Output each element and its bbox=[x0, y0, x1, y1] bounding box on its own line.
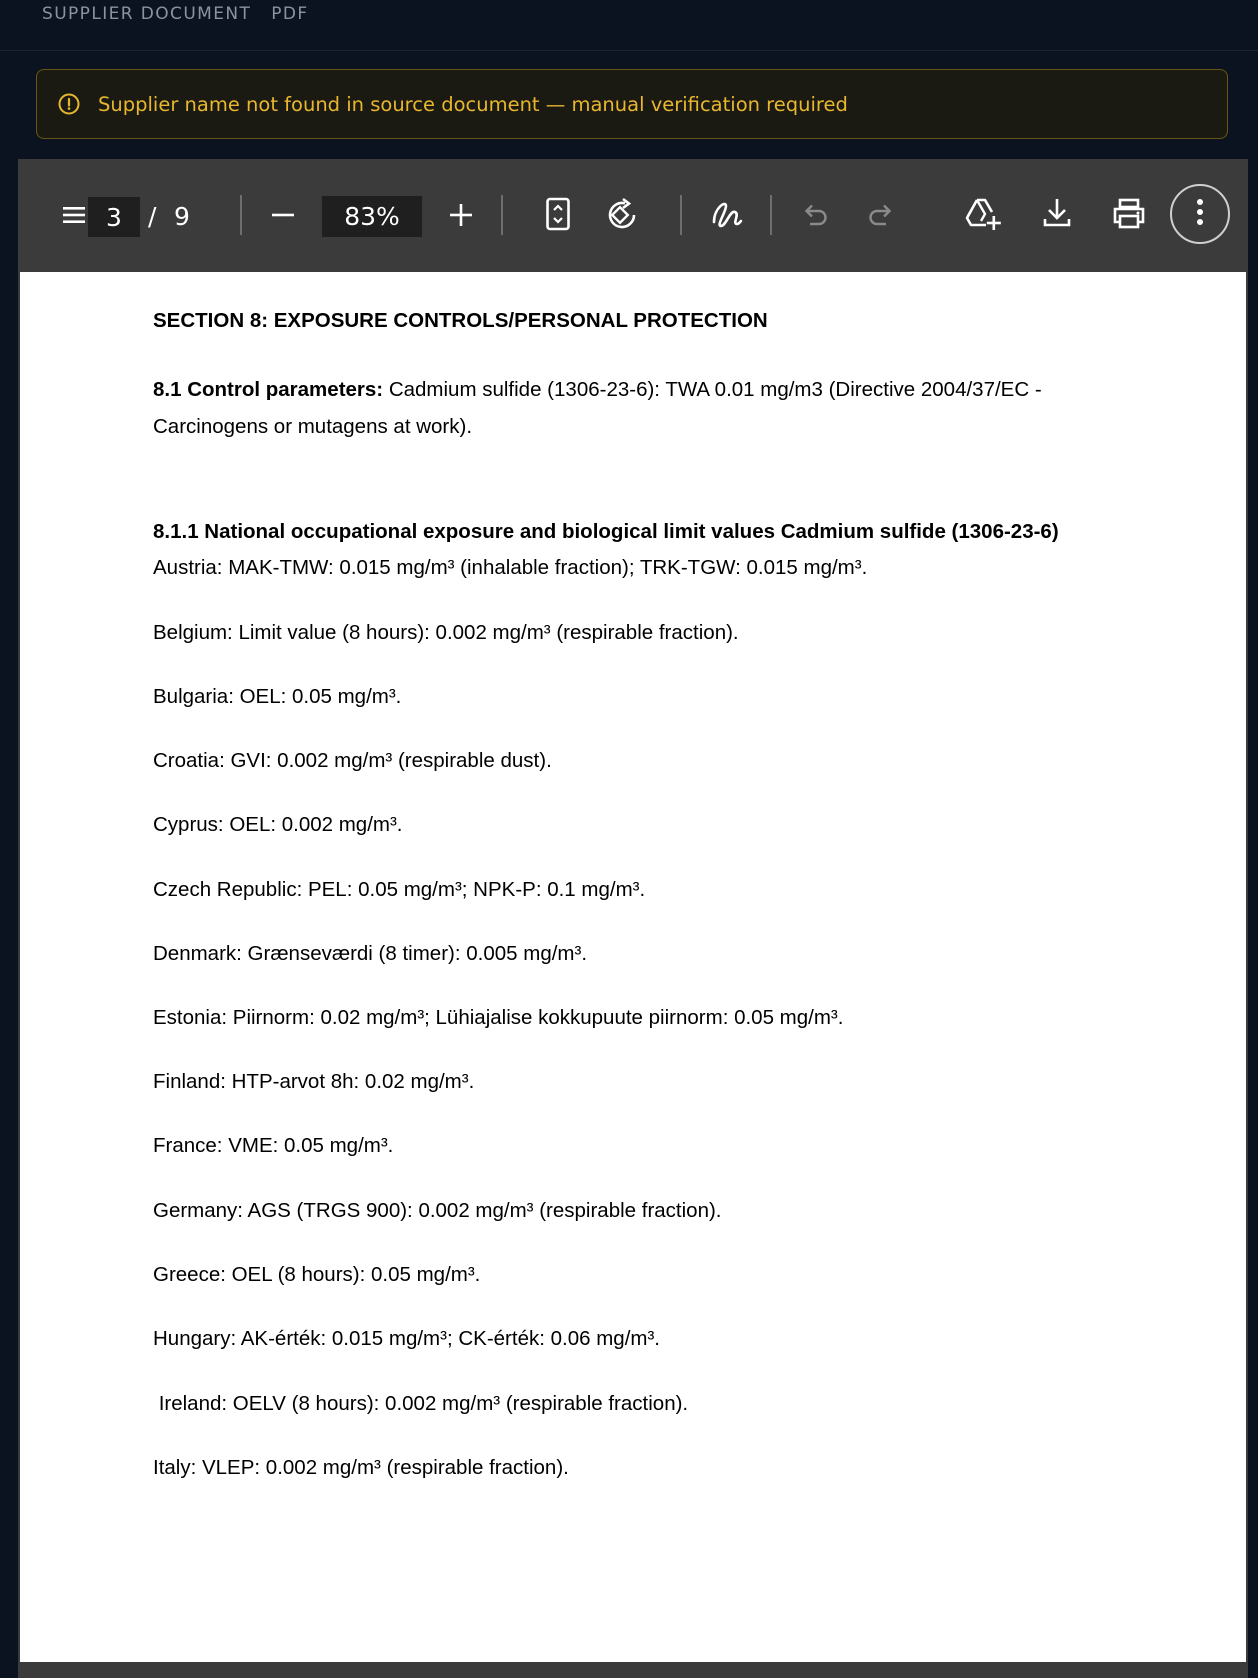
more-options-icon bbox=[1196, 198, 1204, 231]
limit-line: Croatia: GVI: 0.002 mg/m³ (respirable dust). bbox=[153, 749, 552, 772]
limit-line: Germany: AGS (TRGS 900): 0.002 mg/m³ (respirable fraction). bbox=[153, 1199, 722, 1222]
limit-line: Austria: MAK-TMW: 0.015 mg/m³ (inhalable fraction); TRK-TGW: 0.015 mg/m³. bbox=[153, 556, 868, 579]
section-title: SECTION 8: EXPOSURE CONTROLS/PERSONAL PROTECTION bbox=[153, 309, 768, 332]
menu-icon[interactable] bbox=[62, 203, 86, 227]
undo-icon[interactable] bbox=[802, 201, 830, 229]
zoom-in-icon[interactable] bbox=[448, 202, 474, 228]
toolbar-divider bbox=[240, 195, 242, 235]
limit-line: Ireland: OELV (8 hours): 0.002 mg/m³ (respirable fraction). bbox=[153, 1392, 689, 1415]
limit-line: France: VME: 0.05 mg/m³. bbox=[153, 1134, 394, 1157]
limit-line: Belgium: Limit value (8 hours): 0.002 mg/m³ (respirable fraction). bbox=[153, 621, 739, 644]
zoom-out-icon[interactable] bbox=[270, 202, 296, 228]
control-parameters-continued: Carcinogens or mutagens at work). bbox=[153, 415, 473, 438]
toolbar-divider bbox=[770, 195, 772, 235]
alert-message: Supplier name not found in source document — manual verification required bbox=[98, 92, 848, 116]
limit-line: Hungary: AK-érték: 0.015 mg/m³; CK-érték: 0.06 mg/m³. bbox=[153, 1327, 660, 1350]
zoom-level-input[interactable]: 83% bbox=[322, 196, 422, 237]
exclamation-circle-icon bbox=[57, 92, 81, 116]
limit-line: Estonia: Piirnorm: 0.02 mg/m³; Lühiajalise kokkupuute piirnorm: 0.05 mg/m³. bbox=[153, 1006, 844, 1029]
viewer-bottom-strip bbox=[18, 1662, 1248, 1678]
fit-page-icon[interactable] bbox=[545, 197, 571, 231]
toolbar-divider bbox=[680, 195, 682, 235]
document-label: SUPPLIER DOCUMENT bbox=[42, 4, 252, 24]
page-separator: / bbox=[148, 202, 157, 231]
document-format: PDF bbox=[271, 4, 309, 24]
limit-line: Italy: VLEP: 0.002 mg/m³ (respirable fraction). bbox=[153, 1456, 569, 1479]
limit-line: Denmark: Grænseværdi (8 timer): 0.005 mg/m³. bbox=[153, 942, 588, 965]
subsection-title: 8.1.1 National occupational exposure and biological limit values Cadmium sulfide (1306-23-6) bbox=[153, 520, 1059, 543]
download-icon[interactable] bbox=[1042, 197, 1072, 229]
toolbar-divider bbox=[501, 195, 503, 235]
limit-line: Czech Republic: PEL: 0.05 mg/m³; NPK-P: 0.1 mg/m³. bbox=[153, 878, 646, 901]
header-divider bbox=[0, 50, 1258, 51]
annotate-icon[interactable] bbox=[710, 196, 744, 232]
rotate-icon[interactable] bbox=[604, 196, 640, 232]
limit-line: Bulgaria: OEL: 0.05 mg/m³. bbox=[153, 685, 402, 708]
warning-alert bbox=[36, 69, 1228, 139]
limit-line: Cyprus: OEL: 0.002 mg/m³. bbox=[153, 813, 403, 836]
pdf-page bbox=[20, 272, 1246, 1662]
page-number-input[interactable]: 3 bbox=[88, 197, 140, 237]
pdf-viewer bbox=[18, 159, 1248, 1678]
control-parameters: 8.1 Control parameters: Cadmium sulfide (1306-23-6): TWA 0.01 mg/m3 (Directive 2004/37/EC - bbox=[153, 378, 1042, 401]
print-icon[interactable] bbox=[1111, 197, 1147, 231]
document-type-label bbox=[42, 4, 309, 24]
add-to-drive-icon[interactable] bbox=[964, 196, 1002, 232]
pdf-toolbar bbox=[18, 159, 1248, 271]
total-pages: 9 bbox=[174, 202, 190, 231]
limit-line: Finland: HTP-arvot 8h: 0.02 mg/m³. bbox=[153, 1070, 475, 1093]
more-options-button[interactable] bbox=[1170, 184, 1230, 244]
limit-line: Greece: OEL (8 hours): 0.05 mg/m³. bbox=[153, 1263, 481, 1286]
redo-icon[interactable] bbox=[866, 201, 894, 229]
